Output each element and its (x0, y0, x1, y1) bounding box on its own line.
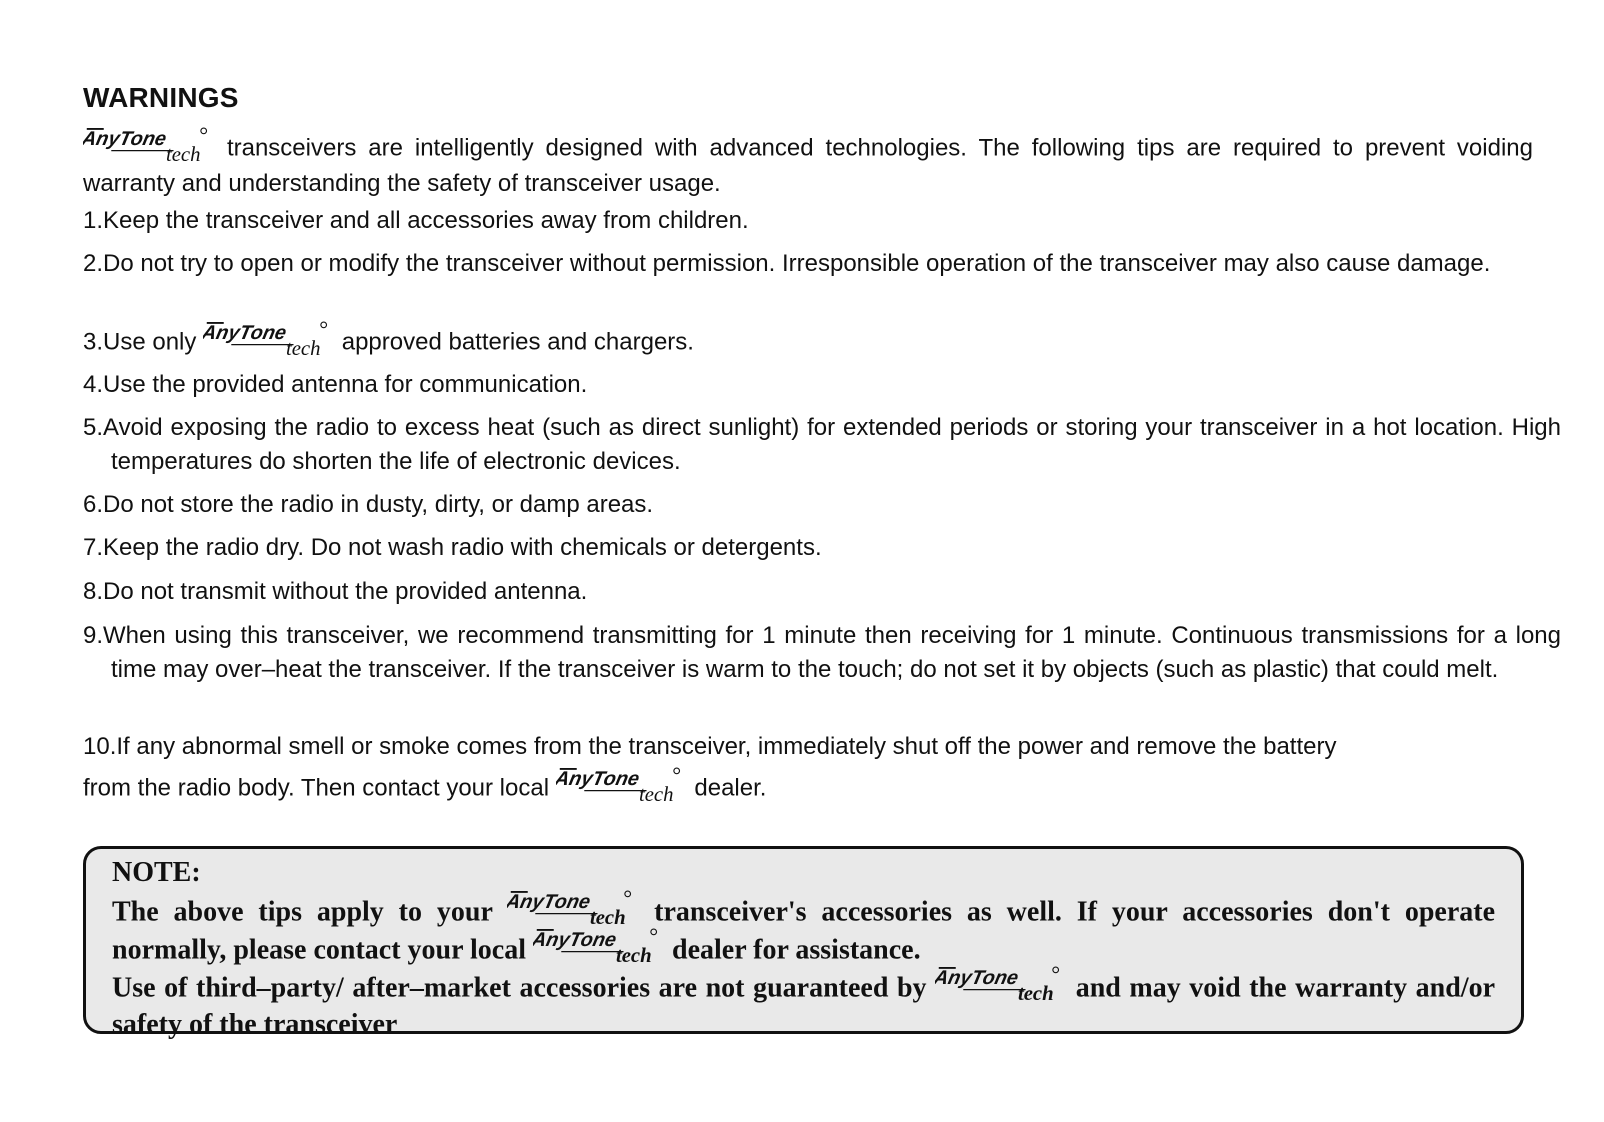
warning-item-3-start: 3.Use only (83, 328, 197, 356)
note-text-2b: and may void the warranty and/or safety of the transceiver (112, 972, 1496, 1040)
intro-paragraph (83, 130, 1533, 200)
warning-item-10-start: from the radio body. Then contact your local (83, 774, 550, 802)
note-text-1b: transceiver's accessories as well. If your accessories don't operate normally, please contact your local (112, 896, 1496, 966)
anytone-tech-logo-icon (533, 927, 665, 965)
note-title: NOTE: (112, 857, 201, 888)
note-paragraph-2 (112, 971, 1495, 1041)
warning-item-9: 9.When using this transceiver, we recommend transmitting for 1 minute then receiving for 1 minute. Continuous transmissions for a long time may over–heat the transceiver. If the transceiver is warm to the touch; do not set it by objects (such as plastic) that could melt. (83, 622, 1561, 683)
note-paragraph-1 (112, 895, 1495, 971)
warning-item-8: 8.Do not transmit without the provided antenna. (83, 578, 588, 605)
warning-item-3 (83, 324, 1533, 362)
anytone-tech-logo-icon (203, 320, 335, 358)
warning-item-10-line2 (83, 770, 1533, 808)
warning-item-2: 2.Do not try to open or modify the transceiver without permission. Irresponsible operation of the transceiver may also cause damage. (83, 250, 1491, 277)
warning-item-3-end: approved batteries and chargers. (341, 328, 694, 356)
warning-item-4: 4.Use the provided antenna for communication. (83, 371, 588, 398)
page-title: WARNINGS (83, 82, 239, 113)
note-text-1c: dealer for assistance. (672, 934, 921, 966)
warning-item-1: 1.Keep the transceiver and all accessories away from children. (83, 207, 749, 234)
warning-item-10-line1: 10.If any abnormal smell or smoke comes from the transceiver, immediately shut off the power and remove the battery (83, 733, 1337, 760)
anytone-tech-logo-icon (556, 766, 688, 804)
note-text-2a: Use of third–party/ after–market accessories are not guaranteed by (112, 972, 927, 1004)
note-box (83, 846, 1524, 1040)
anytone-tech-logo-icon (507, 889, 639, 927)
anytone-tech-logo-icon (935, 965, 1067, 1003)
warning-item-6: 6.Do not store the radio in dusty, dirty, or damp areas. (83, 491, 654, 518)
warning-item-7: 7.Keep the radio dry. Do not wash radio with chemicals or detergents. (83, 534, 822, 561)
anytone-tech-logo-icon (83, 126, 215, 164)
note-text-1a: The above tips apply to your (112, 896, 493, 928)
intro-text: transceivers are intelligently designed with advanced technologies. The following tips are required to prevent voiding warranty and understanding the safety of transceiver usage. (83, 134, 1533, 197)
warning-item-10-end: dealer. (694, 774, 767, 802)
warning-item-5: 5.Avoid exposing the radio to excess heat (such as direct sunlight) for extended periods or storing your transceiver in a hot location. High temperatures do shorten the life of electronic devices. (83, 414, 1561, 475)
